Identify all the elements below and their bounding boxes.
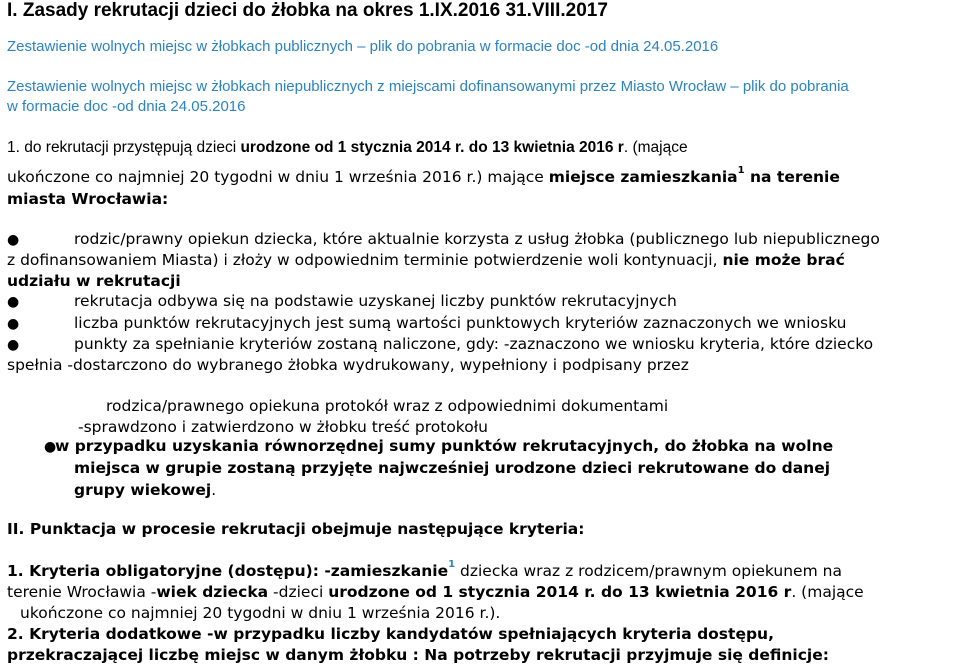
list-item-text: [74, 481, 216, 499]
criteria-2-line2: przekraczającej liczbę miejsc w danym żłobku : Na potrzeby rekrutacji przyjmuje się definicje:: [7, 646, 829, 664]
criteria-text: -dzieci: [268, 583, 329, 601]
criteria-text: dziecka wraz z rodzicem/prawnym opiekunem na: [455, 562, 842, 580]
criteria-1-line1: [7, 559, 842, 580]
footnote-link[interactable]: 1: [448, 559, 456, 570]
birth-date-range: urodzone od 1 stycznia 2014 r. do 13 kwietnia 2016 r: [328, 583, 792, 601]
birth-date-range: urodzone od 1 stycznia 2014 r. do 13 kwietnia 2016 r: [240, 139, 624, 156]
bullet-icon: ●: [44, 439, 57, 455]
list-item-text: rodzica/prawnego opiekuna protokół wraz z odpowiednimi dokumentami: [106, 397, 669, 415]
residence-requirement: zamieszkanie: [330, 562, 449, 580]
page-title: I. Zasady rekrutacji dzieci do żłobka na okres 1.IX.2016 31.VIII.2017: [7, 0, 608, 21]
criteria-1-line3: ukończone co najmniej 20 tygodni w dniu 1 września 2016 r.).: [20, 604, 501, 622]
bullet-icon: ●: [7, 337, 20, 353]
list-item-text: w przypadku uzyskania równorzędnej sumy punktów rekrutacyjnych, do żłobka na wolne: [55, 437, 834, 455]
criteria-1-line2: [7, 583, 864, 601]
list-item-text: -sprawdzono i zatwierdzono w żłobku treść protokołu: [78, 418, 488, 436]
download-link-public[interactable]: Zestawienie wolnych miejsc w żłobkach publicznych – plik do pobrania w formacie doc -od dnia 24.05.2016: [7, 38, 719, 55]
download-link-nonpublic-cont[interactable]: w formacie doc -od dnia 24.05.2016: [7, 98, 246, 115]
section1-line2: [7, 165, 840, 186]
criteria-text: terenie Wrocławia -: [7, 583, 157, 601]
age-requirement: wiek dziecka: [156, 583, 269, 601]
section2-heading: II. Punktacja w procesie rekrutacji obejmuje następujące kryteria:: [7, 520, 585, 538]
residence-requirement: miejsce zamieszkania: [548, 168, 738, 186]
section1-text: 1. do rekrutacji przystępują dzieci: [7, 139, 241, 156]
criteria-2-line1: 2. Kryteria dodatkowe -w przypadku liczby kandydatów spełniających kryteria dostępu,: [7, 625, 774, 643]
list-item-text: udziału w rekrutacji: [7, 272, 181, 290]
emphasis-text: grupy wiekowej: [74, 481, 212, 499]
list-item-text: punkty za spełnianie kryteriów zostaną naliczone, gdy: -zaznaczono we wniosku kryteria, które dziecko: [74, 335, 874, 353]
list-item-text: spełnia -dostarczono do wybranego żłobka wydrukowany, wypełniony i podpisany przez: [7, 356, 689, 374]
list-item-text: rekrutacja odbywa się na podstawie uzyskanej liczby punktów rekrutacyjnych: [74, 292, 677, 310]
list-item-text-part: .: [211, 481, 217, 499]
list-item-text: [7, 251, 845, 269]
section1-text: . (mające: [623, 139, 688, 156]
footnote-marker: 1: [737, 165, 745, 176]
list-item-continuation: rodzic/prawny opiekun dziecka, które aktualnie korzysta z usług żłobka (publicznego lub niepublicznego: [74, 230, 880, 248]
section1-line3: miasta Wrocławia:: [7, 190, 169, 208]
section1-text: na terenie: [744, 168, 840, 186]
section1-line1: [7, 139, 688, 157]
criteria-title: 1. Kryteria obligatoryjne (dostępu): -: [7, 562, 331, 580]
bullet-icon: ●: [7, 316, 20, 332]
list-item-text-part: z dofinansowaniem Miasta) i złoży w odpowiednim terminie potwierdzenie woli kontynuacji,: [7, 251, 723, 269]
list-item-text: liczba punktów rekrutacyjnych jest sumą wartości punktowych kryteriów zaznaczonych we wniosku: [74, 314, 847, 332]
emphasis-text: nie może brać: [722, 251, 845, 269]
criteria-text: . (mające: [791, 583, 864, 601]
bullet-icon: ●: [7, 294, 20, 310]
section1-text: ukończone co najmniej 20 tygodni w dniu 1 września 2016 r.) mające: [7, 168, 549, 186]
bullet-icon: ●: [7, 232, 20, 248]
list-item-text: miejsca w grupie zostaną przyjęte najwcześniej urodzone dzieci rekrutowane do danej: [74, 459, 831, 477]
download-link-nonpublic[interactable]: Zestawienie wolnych miejsc w żłobkach niepublicznych z miejscami dofinansowanymi przez Miasto Wrocław – plik do pobrania: [7, 78, 849, 95]
